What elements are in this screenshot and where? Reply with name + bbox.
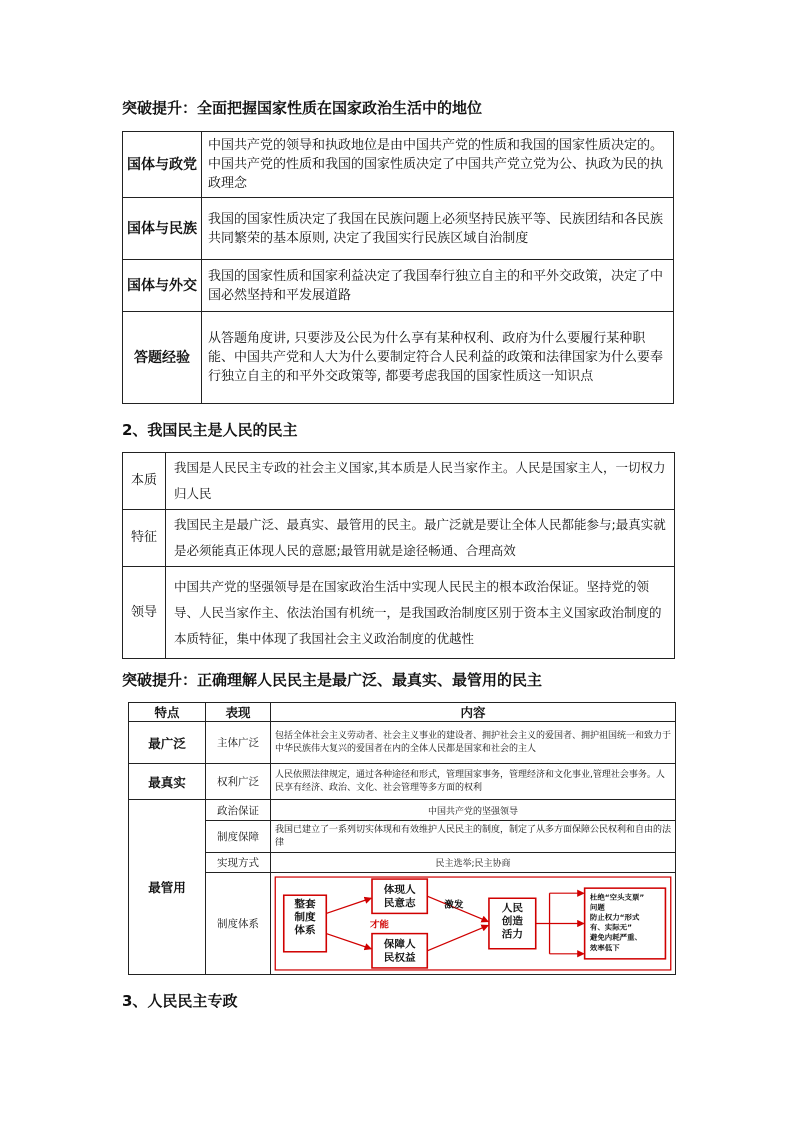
row-text: 我国是人民民主专政的社会主义国家,其本质是人民当家作主。人民是国家主人，一切权力归人民: [166, 453, 675, 510]
content-cell: 包括全体社会主义劳动者、社会主义事业的建设者、拥护社会主义的爱国者、拥护祖国统一和致力于中华民族伟大复兴的爱国者在内的全体人民都是国家和社会的主人: [271, 722, 676, 764]
table-row: [123, 132, 674, 198]
row-key: 国体与政党: [123, 132, 202, 198]
row-text: 我国的国家性质决定了我国在民族问题上必须坚持民族平等、民族团结和各民族共同繁荣的基本原则, 决定了我国实行民族区域自治制度: [202, 198, 674, 260]
content-cell: 我国已建立了一系列切实体现和有效维护人民民主的制度，制定了从多方面保障公民权利和自由的法律: [271, 821, 676, 853]
diagram-cell: [271, 873, 676, 975]
content-cell: 人民依照法律规定，通过各种途径和形式，管理国家事务，管理经济和文化事业,管理社会事务。人民享有经济、政治、文化、社会管理等多方面的权利: [271, 764, 676, 800]
row-key: 国体与外交: [123, 260, 202, 312]
content-cell: 中国共产党的坚强领导: [271, 800, 676, 821]
will-label: 体现人民意志: [383, 884, 416, 910]
table-row: [123, 312, 674, 404]
header-aspect: 表现: [206, 703, 271, 722]
row-text: 我国的国家性质和国家利益决定了我国奉行独立自主的和平外交政策，决定了中国必然坚持和平发展道路: [202, 260, 674, 312]
table-header-row: [129, 703, 676, 722]
democracy-features-table: [128, 702, 676, 975]
row-text: 中国共产党的领导和执政地位是由中国共产党的性质和我国的国家性质决定的。中国共产党的性质和我国的国家性质决定了中国共产党立党为公、执政为民的执政理念: [202, 132, 674, 198]
aspect-cell: 制度体系: [206, 873, 271, 975]
row-text: 中国共产党的坚强领导是在国家政治生活中实现人民民主的根本政治保证。坚持党的领导、人民当家作主、依法治国有机统一，是我国政治制度区别于资本主义国家政治制度的本质特征，集中体现了我国社会主义政治制度的优越性: [166, 567, 675, 659]
table-row: [129, 821, 676, 853]
people-democracy-table: [122, 452, 675, 659]
table-row: [123, 510, 675, 567]
feature-cell: 最广泛: [129, 722, 206, 764]
aspect-cell: 主体广泛: [206, 722, 271, 764]
header-content: 内容: [271, 703, 676, 722]
table-row: [129, 873, 676, 975]
content-cell: 民主选举;民主协商: [271, 853, 676, 873]
aspect-cell: 政治保证: [206, 800, 271, 821]
heading-people-democracy: 2、我国民主是人民的民主: [122, 421, 298, 439]
table-row: [123, 198, 674, 260]
feature-cell: 最管用: [129, 800, 206, 975]
heading-state-nature: 突破提升：全面把握国家性质在国家政治生活中的地位: [122, 99, 483, 117]
table-row: [123, 567, 675, 659]
row-key: 领导: [123, 567, 166, 659]
header-feature: 特点: [129, 703, 206, 722]
inspire-label: 激发: [444, 899, 464, 911]
aspect-cell: 制度保障: [206, 821, 271, 853]
row-text: 从答题角度讲, 只要涉及公民为什么享有某种权利、政府为什么要履行某种职能、中国共产党和人大为什么要制定符合人民利益的政策和法律国家为什么要奉行独立自主的和平外交政策等, 都要考虑我国的国家性质这一知识点: [202, 312, 674, 404]
table-row: [129, 764, 676, 800]
prevent-label: 杜绝“空头支票”问题防止权力“形式有、实际无”避免内耗严重、效率低下: [589, 892, 645, 952]
row-key: 本质: [123, 453, 166, 510]
feature-cell: 最真实: [129, 764, 206, 800]
heading-dictatorship: 3、人民民主专政: [122, 992, 238, 1010]
table-row: [129, 853, 676, 873]
system-diagram: [271, 873, 675, 974]
heading-democracy-features: 突破提升：正确理解人民民主是最广泛、最真实、最管用的民主: [122, 671, 543, 689]
creativity-label: 人民创造活力: [501, 902, 523, 941]
table-row: [123, 453, 675, 510]
table-row: [123, 260, 674, 312]
row-key: 答题经验: [123, 312, 202, 404]
row-text: 我国民主是最广泛、最真实、最管用的民主。最广泛就是要让全体人民都能参与;最真实就是必须能真正体现人民的意愿;最管用就是途径畅通、合理高效: [166, 510, 675, 567]
table-row: [129, 722, 676, 764]
system-label: 整套制度体系: [294, 898, 316, 937]
state-nature-table: [122, 131, 674, 404]
aspect-cell: 实现方式: [206, 853, 271, 873]
table-row: [129, 800, 676, 821]
row-key: 特征: [123, 510, 166, 567]
cannot-label: 才能: [369, 919, 390, 931]
rights-label: 保障人民权益: [383, 938, 416, 964]
row-key: 国体与民族: [123, 198, 202, 260]
aspect-cell: 权利广泛: [206, 764, 271, 800]
